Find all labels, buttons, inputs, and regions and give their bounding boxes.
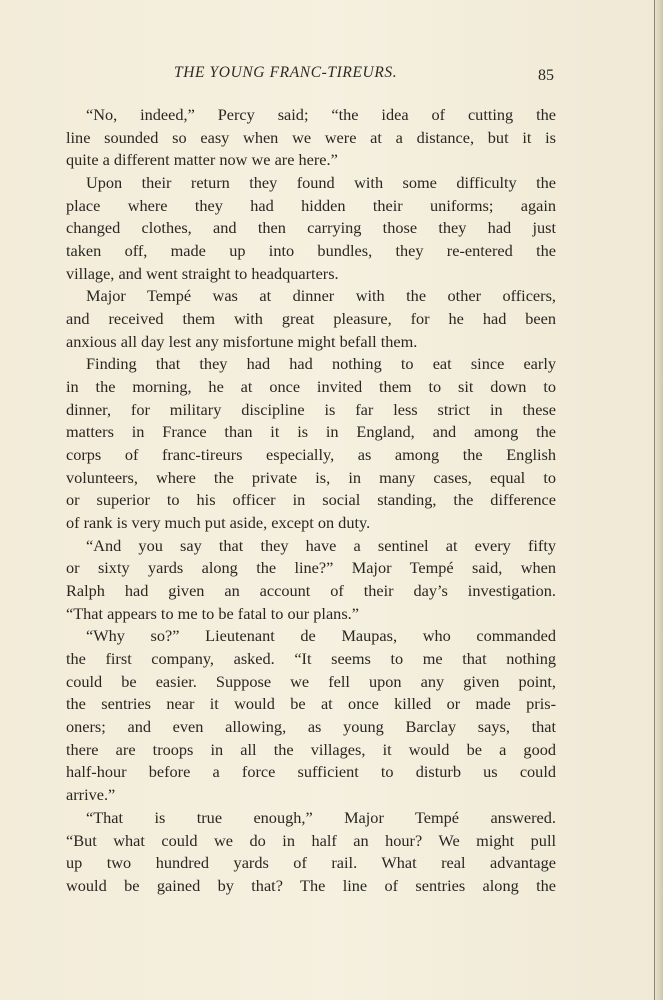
text-line: Finding that they had had nothing to eat since early: [86, 354, 556, 374]
page-number: 85: [538, 67, 554, 84]
text-line: would be gained by that? The line of sentries along the: [66, 875, 556, 895]
text-line: Ralph had given an account of their day’s investigation.: [66, 581, 556, 601]
running-title: THE YOUNG FRANC-TIREURS.: [174, 64, 398, 81]
text-line: arrive.”: [66, 785, 116, 805]
text-line: “And you say that they have a sentinel at every fifty: [86, 535, 556, 555]
text-line: up two hundred yards of rail. What real advantage: [66, 853, 556, 873]
text-line: in the morning, he at once invited them to sit down to: [66, 377, 556, 397]
text-line: “No, indeed,” Percy said; “the idea of cutting the: [86, 105, 556, 124]
text-line: the sentries near it would be at once killed or made pris-: [66, 694, 556, 714]
text-line: village, and went straight to headquarters.: [66, 263, 339, 283]
text-line: “That appears to me to be fatal to our plans.”: [66, 603, 359, 623]
text-line: line sounded so easy when we were at a distance, but it is: [66, 127, 556, 147]
text-line: or superior to his officer in social standing, the difference: [66, 490, 556, 510]
text-line: anxious all day lest any misfortune might befall them.: [66, 331, 418, 351]
text-line: place where they had hidden their uniforms; again: [66, 195, 556, 215]
text-line: matters in France than it is in England, and among the: [66, 422, 556, 442]
text-line: of rank is very much put aside, except on duty.: [66, 513, 371, 533]
text-line: Major Tempé was at dinner with the other officers,: [86, 286, 556, 306]
page-header: [66, 64, 556, 88]
text-line: the first company, asked. “It seems to me that nothing: [66, 649, 556, 669]
text-line: dinner, for military discipline is far less strict in these: [66, 399, 556, 419]
text-line: half-hour before a force sufficient to disturb us could: [66, 762, 556, 782]
text-line: oners; and even allowing, as young Barclay says, that: [66, 717, 556, 737]
text-line: “But what could we do in half an hour? We might pull: [66, 830, 556, 850]
text-line: there are troops in all the villages, it would be a good: [66, 739, 556, 759]
text-line: Upon their return they found with some difficulty the: [86, 173, 556, 193]
text-line: volunteers, where the private is, in many cases, equal to: [66, 467, 556, 487]
text-line: “That is true enough,” Major Tempé answered.: [86, 807, 556, 827]
body-text: [66, 104, 556, 898]
page-edge-shadow: [654, 0, 663, 1000]
text-line: changed clothes, and then carrying those they had just: [66, 218, 556, 238]
text-line: taken off, made up into bundles, they re-entered the: [66, 241, 556, 261]
text-line: quite a different matter now we are here.”: [66, 150, 338, 170]
text-line: could be easier. Suppose we fell upon any given point,: [66, 671, 556, 691]
text-line: “Why so?” Lieutenant de Maupas, who commanded: [86, 626, 556, 646]
text-line: or sixty yards along the line?” Major Tempé said, when: [66, 558, 556, 578]
text-line: and received them with great pleasure, for he had been: [66, 309, 556, 329]
text-line: corps of franc-tireurs especially, as among the English: [66, 445, 556, 465]
